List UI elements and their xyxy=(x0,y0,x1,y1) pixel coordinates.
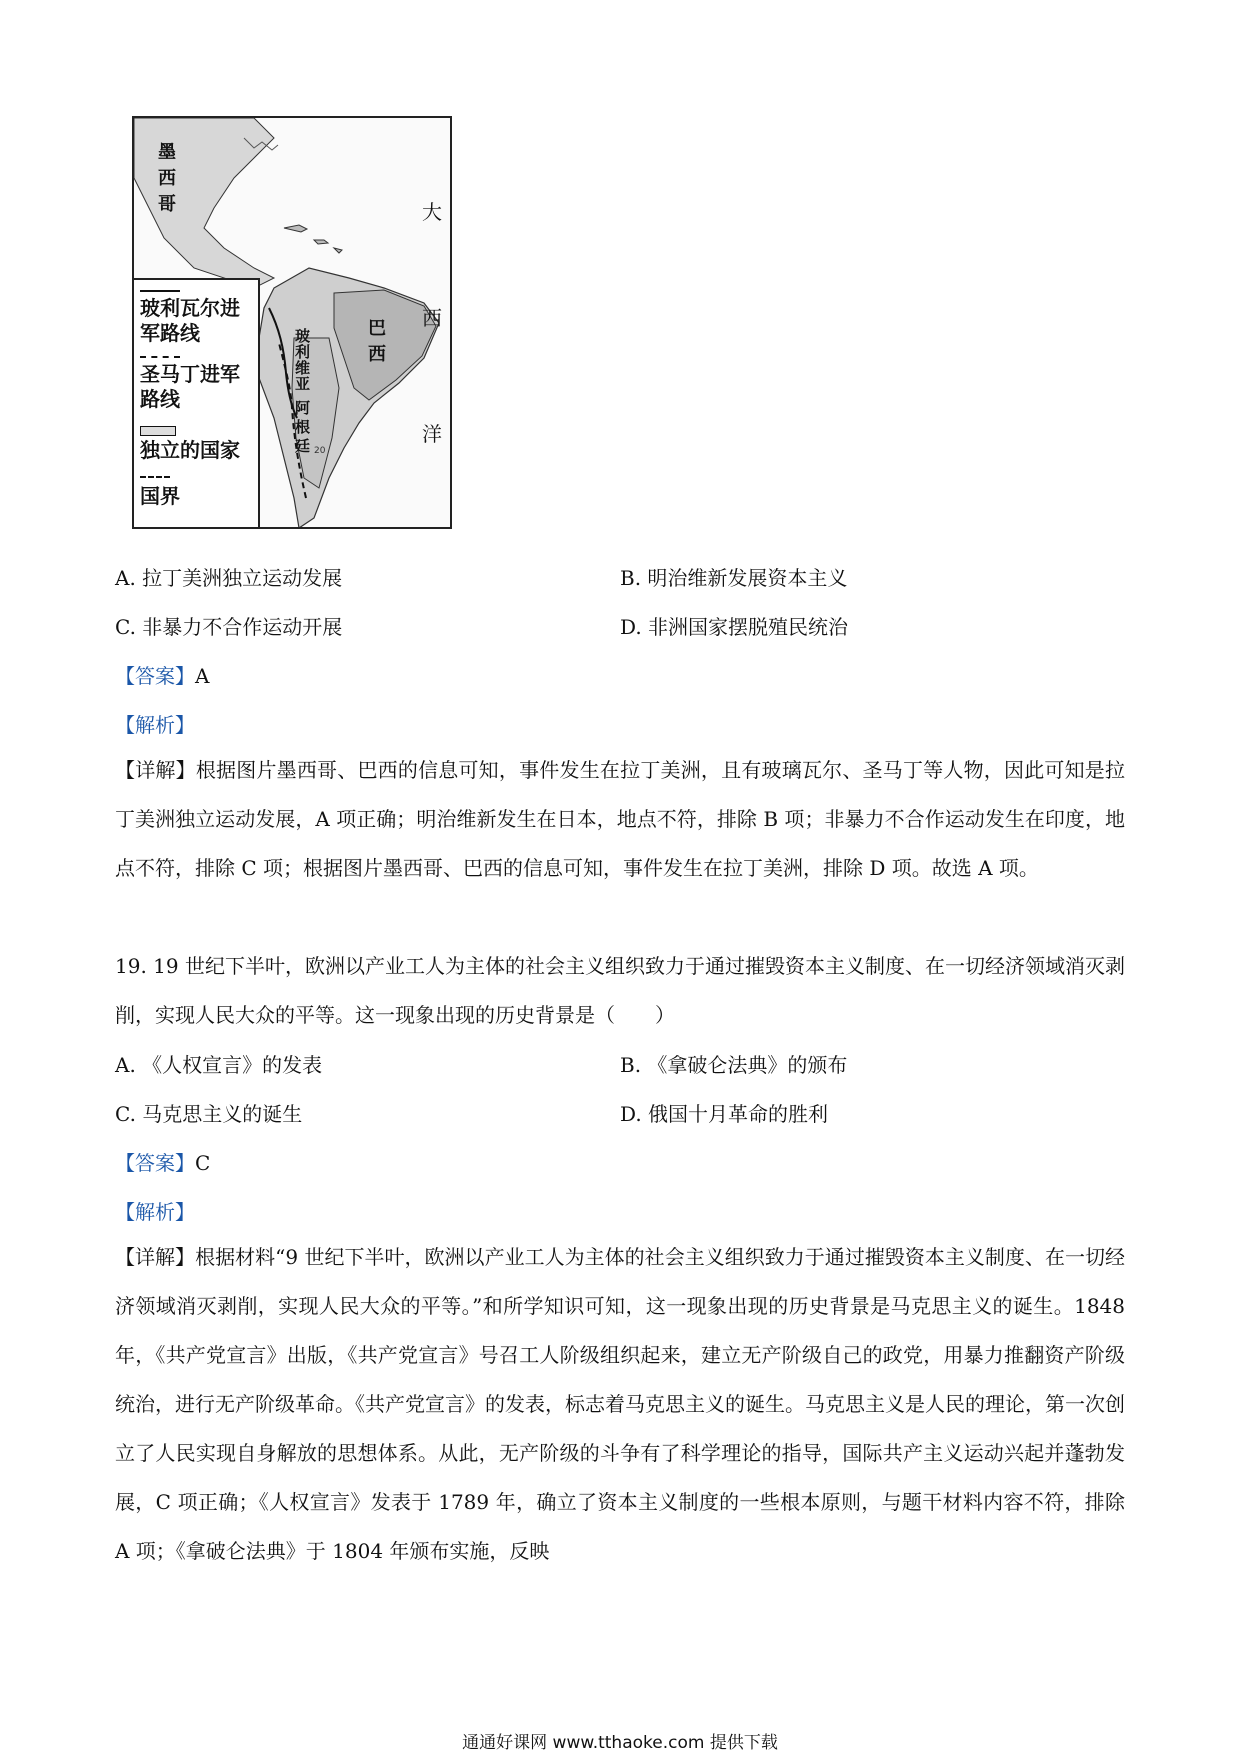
svg-text:20: 20 xyxy=(314,446,326,456)
q18-option-c: C. 非暴力不合作运动开展 xyxy=(115,615,343,639)
answer-value: A xyxy=(195,664,210,688)
detail-tag: 【详解】 xyxy=(115,1245,196,1269)
q19-option-a: A. 《人权宣言》的发表 xyxy=(115,1053,323,1077)
solid-arrow-symbol xyxy=(140,290,180,292)
q18-analysis-heading xyxy=(115,709,195,738)
answer-value: C xyxy=(195,1151,211,1175)
map-label-argentina: 阿根廷 xyxy=(293,400,311,457)
legend-independent: 独立的国家 xyxy=(140,438,240,462)
q19-option-b: B. 《拿破仑法典》的颁布 xyxy=(620,1053,848,1077)
detail-tag: 【详解】 xyxy=(115,758,196,782)
q19-analysis-heading xyxy=(115,1196,195,1225)
q18-option-d: D. 非洲国家摆脱殖民统治 xyxy=(620,615,849,639)
page-footer: 通通好课网 www.tthaoke.com 提供下载 xyxy=(462,1733,778,1753)
answer-tag: 【答案】 xyxy=(115,664,195,688)
map-label-mexico: 墨西哥 xyxy=(155,142,176,220)
detail-text: 根据材料“9 世纪下半叶，欧洲以产业工人为主体的社会主义组织致力于通过摧毁资本主义制度、在一切经济领域消灭剥削，实现人民大众的平等。”和所学知识可知，这一现象出现的历史背景是马克思主义的诞生。1848 年，《共产党宣言》出版，《共产党宣言》号召工人阶级组织起来，建立无产阶级自己的政党，用暴力推翻资产阶级统治，进行无产阶级革命。《共产党宣言》的发表，标志着马克思主义的诞生。马克思主义是人民的理论，第一次创立了人民实现自身解放的思想体系。从此，无产阶级的斗争有了科学理论的指导，国际共产主义运动兴起并蓬勃发展，C 项正确；《人权宣言》发表于 1789 年，确立了资本主义制度的一些根本原则，与题干材料内容不符，排除 A 项；《拿破仑法典》于 1804 年颁布实施，反映 xyxy=(115,1245,1125,1563)
legend-bolivar-route: 玻利瓦尔进军路线 xyxy=(140,296,240,345)
q18-detail xyxy=(115,746,1125,893)
q19-stem: 19. 19 世纪下半叶，欧洲以产业工人为主体的社会主义组织致力于通过摧毁资本主义制度、在一切经济领域消灭剥削，实现人民大众的平等。这一现象出现的历史背景是（ ） xyxy=(115,954,1125,1027)
map-label-brazil: 巴西 xyxy=(365,318,386,370)
ocean-char-2: 西 xyxy=(422,306,442,330)
q19-detail xyxy=(115,1233,1125,1576)
map-label-bolivia: 玻利维亚 xyxy=(293,328,311,392)
q19-option-c: C. 马克思主义的诞生 xyxy=(115,1102,303,1126)
dashed-arrow-symbol xyxy=(140,356,180,360)
q19-option-d: D. 俄国十月革命的胜利 xyxy=(620,1102,829,1126)
q18-option-a: A. 拉丁美洲独立运动发展 xyxy=(115,566,343,590)
legend-sanmartin-route: 圣马丁进军路线 xyxy=(140,362,240,411)
independent-symbol xyxy=(140,426,176,436)
detail-text: 根据图片墨西哥、巴西的信息可知，事件发生在拉丁美洲，且有玻璃瓦尔、圣马丁等人物，因此可知是拉丁美洲独立运动发展，A 项正确；明治维新发生在日本，地点不符，排除 B 项；非暴力不合作运动发生在印度，地点不符，排除 C 项；根据图片墨西哥、巴西的信息可知，事件发生在拉丁美洲，排除 D 项。故选 A 项。 xyxy=(115,758,1126,880)
analysis-tag: 【解析】 xyxy=(115,713,195,737)
q18-answer xyxy=(115,660,209,689)
answer-tag: 【答案】 xyxy=(115,1151,195,1175)
ocean-char-3: 洋 xyxy=(422,422,442,446)
map-legend xyxy=(134,278,260,529)
ocean-char-1: 大 xyxy=(422,200,442,224)
legend-border: 国界 xyxy=(140,484,180,508)
q19-answer xyxy=(115,1147,210,1176)
border-symbol xyxy=(140,476,170,480)
q18-option-b: B. 明治维新发展资本主义 xyxy=(620,566,848,590)
latin-america-map xyxy=(132,116,452,529)
analysis-tag: 【解析】 xyxy=(115,1200,195,1224)
